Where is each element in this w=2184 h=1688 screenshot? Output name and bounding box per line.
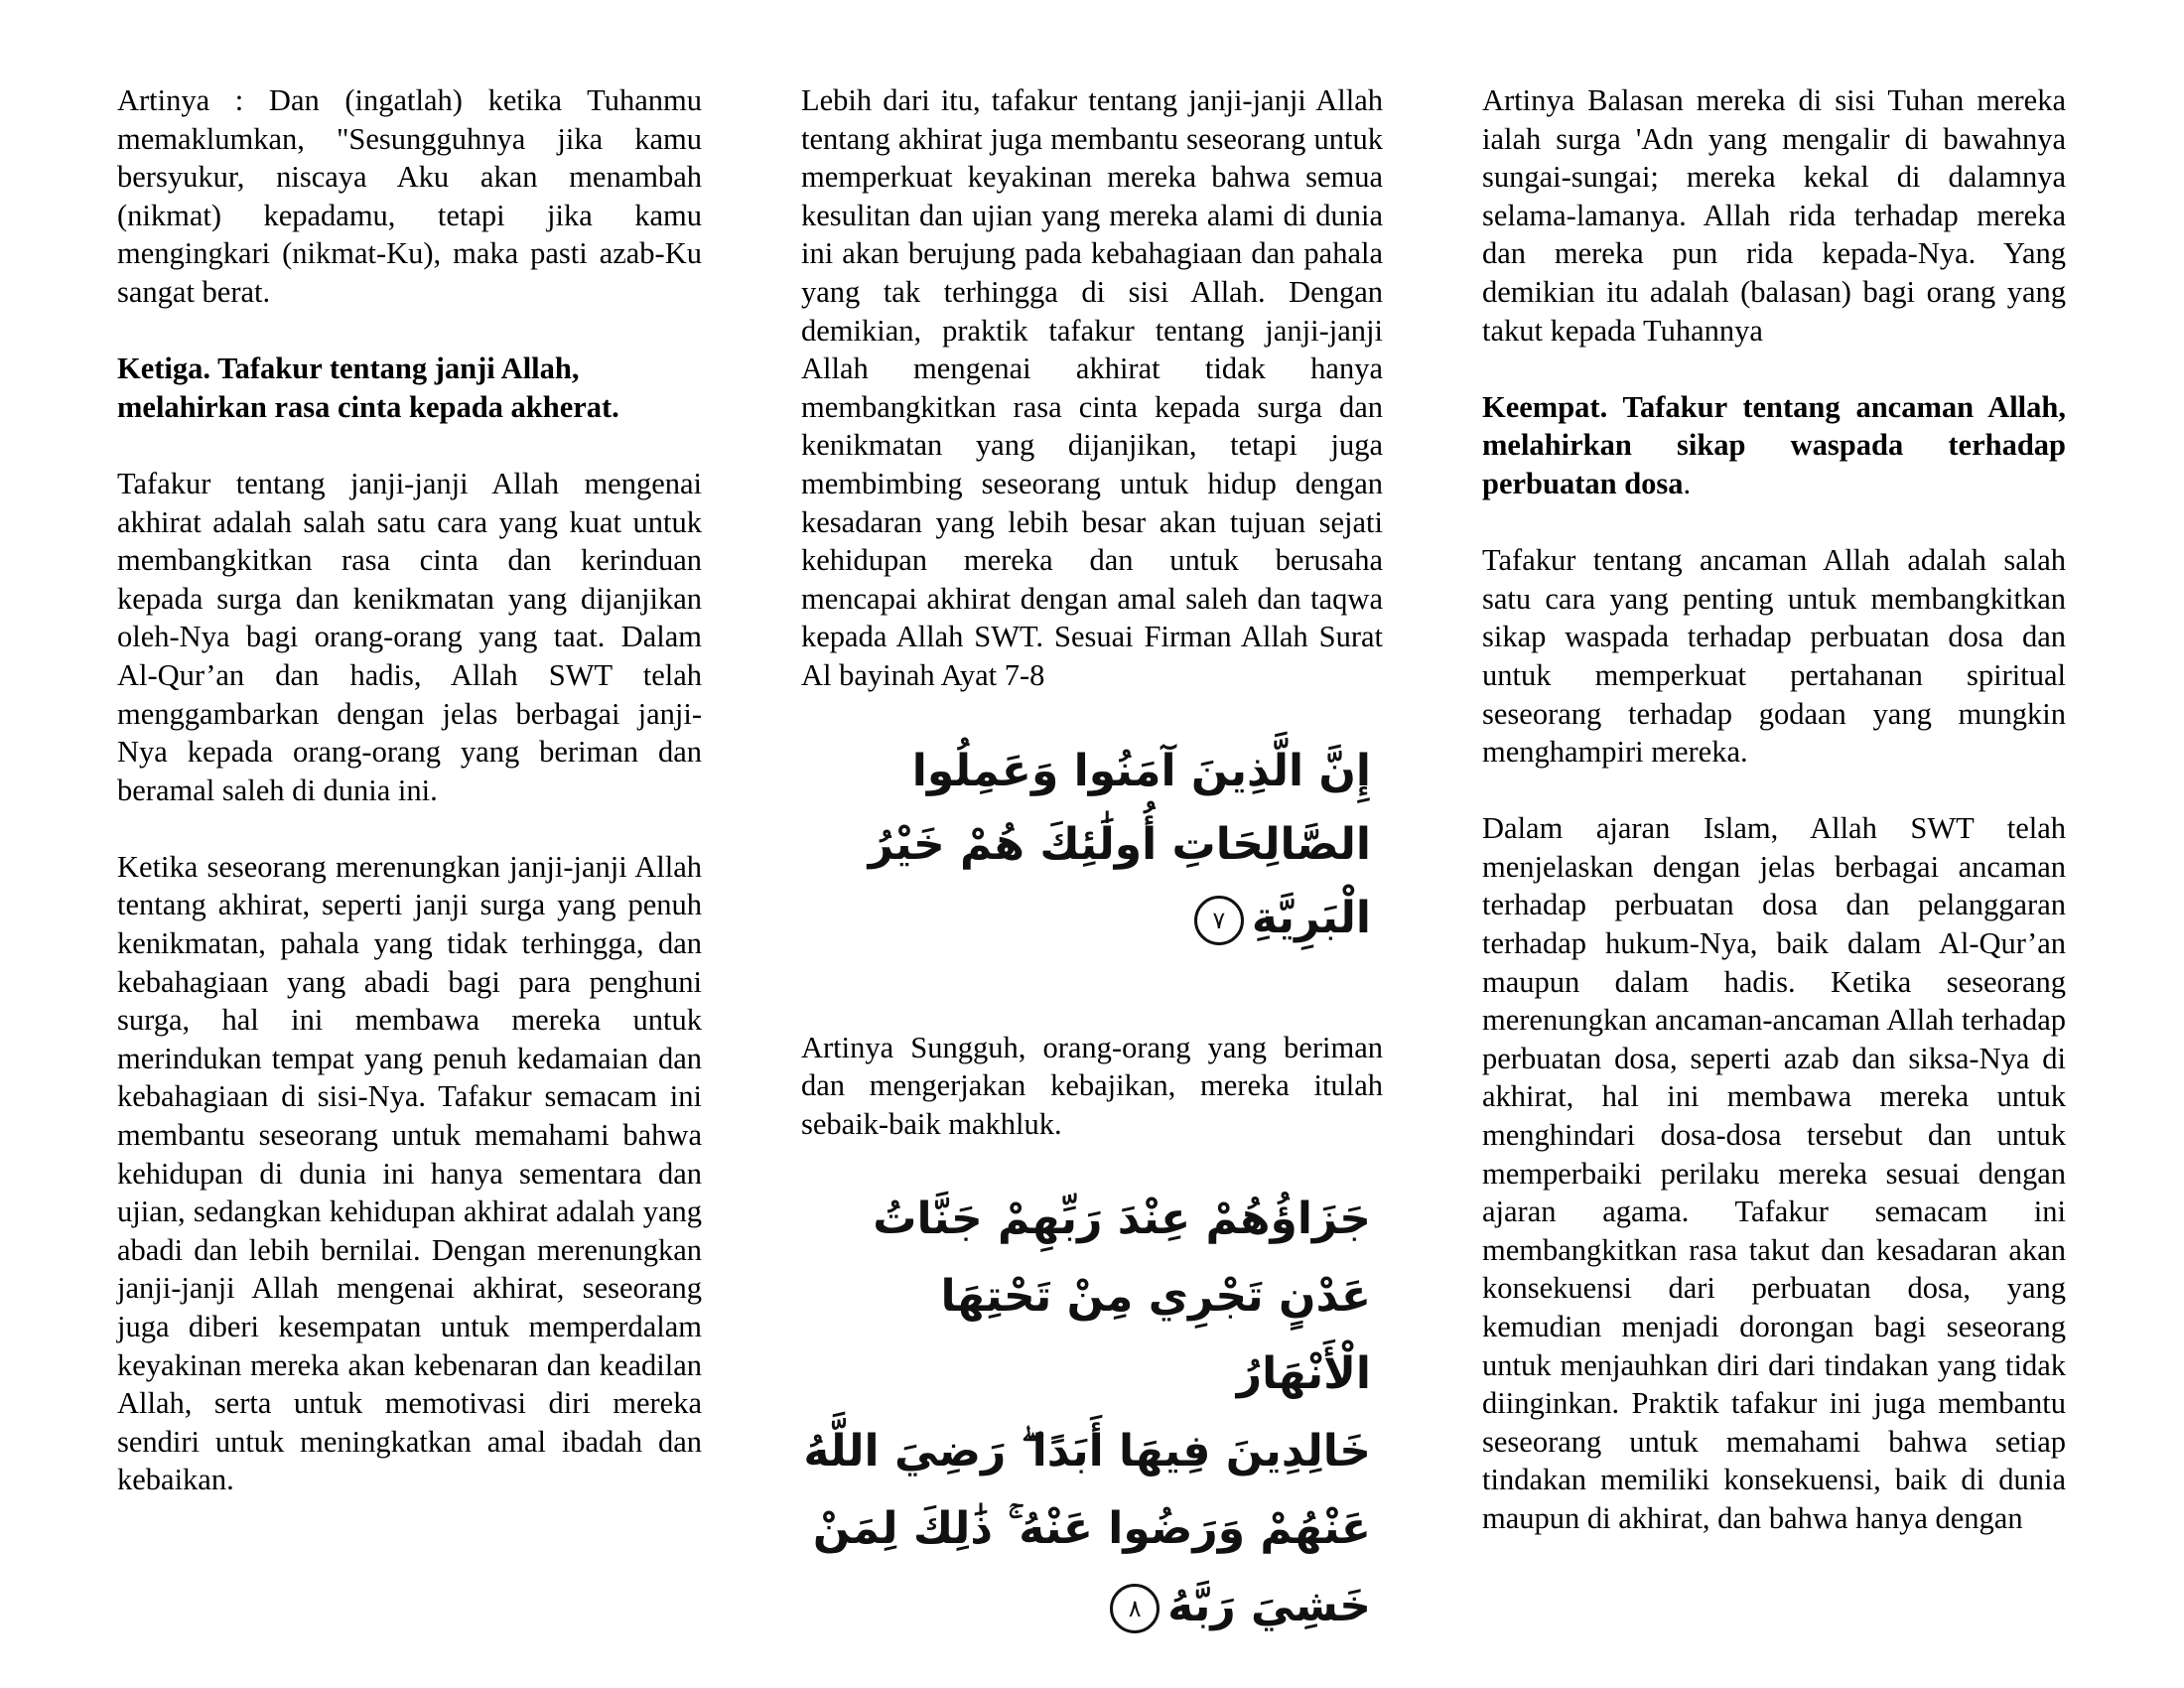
arabic-line: خَالِدِينَ فِيهَا أَبَدًا ۖ رَضِيَ اللَّهُ — [803, 1426, 1371, 1477]
quran-verse-8 — [801, 1181, 1383, 1645]
body-paragraph: Dalam ajaran Islam, Allah SWT telah menjelaskan dengan jelas berbagai ancaman terhadap perbuatan dosa dan pelanggaran terhadap hukum-Nya, baik dalam Al-Qur’an maupun dalam hadis. Ketika seseorang merenungkan ancaman-ancaman Allah terhadap perbuatan dosa, seperti azab dan siksa-Nya di akhirat, hal ini membawa mereka untuk menghindari dosa-dosa tersebut dan untuk memperbaiki perilaku mereka sesuai dengan ajaran agama. Tafakur semacam ini membangkitkan rasa takut dan kesadaran akan konsekuensi dari perbuatan dosa, yang kemudian menjadi dorongan bagi seseorang untuk menjauhkan diri dari tindakan yang tidak diinginkan. Praktik tafakur ini juga membantu seseorang untuk memahami bahwa setiap tindakan memiliki konsekuensi, baik di dunia maupun di akhirat, dan bahwa hanya dengan — [1482, 811, 2066, 1535]
arabic-line-text: الْبَرِيَّةِ — [1251, 892, 1371, 943]
column-3 — [1482, 81, 2066, 1538]
heading-line: melahirkan rasa cinta kepada akherat. — [117, 389, 619, 424]
arabic-line-text: خَشِيَ رَبَّهُ — [1167, 1581, 1371, 1632]
arabic-line: عَنْهُمْ وَرَضُوا عَنْهُ ۚ ذَٰلِكَ لِمَنْ — [812, 1503, 1371, 1555]
arabic-line: الصَّالِحَاتِ أُولَٰئِكَ هُمْ خَيْرُ — [868, 818, 1371, 870]
arabic-line — [801, 1568, 1371, 1645]
ayah-number-marker-icon: ٧ — [1194, 896, 1244, 945]
body-paragraph: Tafakur tentang janji-janji Allah mengenai akhirat adalah salah satu cara yang kuat untuk membangkitkan rasa cinta dan kerinduan kepada surga dan kenikmatan yang dijanjikan oleh-Nya bagi orang-orang yang taat. Dalam Al-Qur’an dan hadis, Allah SWT telah menggambarkan dengan jelas berbagai janji-Nya kepada orang-orang yang beriman dan beramal saleh di dunia ini. — [117, 466, 702, 807]
body-paragraph: Ketika seseorang merenungkan janji-janji Allah tentang akhirat, seperti janji surga yang penuh kenikmatan, pahala yang tidak terhingga, dan kebahagiaan yang abadi bagi para penghuni surga, hal ini membawa mereka untuk merindukan tempat yang penuh kedamaian dan kebahagiaan di sisi-Nya. Tafakur semacam ini membantu seseorang untuk memahami bahwa kehidupan di dunia ini hanya sementara dan ujian, sedangkan kehidupan akhirat adalah yang abadi dan lebih bernilai. Dengan merenungkan janji-janji Allah mengenai akhirat, seseorang juga diberi kesempatan untuk memperdalam keyakinan mereka akan kebenaran dan keadilan Allah, serta untuk memotivasi diri mereka sendiri untuk meningkatkan amal ibadah dan kebaikan. — [117, 849, 702, 1497]
heading-line: Ketiga. Tafakur tentang janji Allah, — [117, 352, 580, 386]
quran-verse-7 — [801, 735, 1383, 955]
body-paragraph: Lebih dari itu, tafakur tentang janji-janji Allah tentang akhirat juga membantu seseorang untuk memperkuat keyakinan mereka bahwa semua kesulitan dan ujian yang mereka alami di dunia ini akan berujung pada kebahagiaan dan pahala yang tak terhingga di sisi Allah. Dengan demikian, praktik tafakur tentang janji-janji Allah mengenai akhirat tidak hanya membangkitkan rasa cinta kepada surga dan kenikmatan yang dijanjikan, tetapi juga membimbing seseorang untuk hidup dengan kesadaran yang lebih besar akan tujuan sejati kehidupan mereka dan untuk berusaha mencapai akhirat dengan amal saleh dan taqwa kepada Allah SWT. Sesuai Firman Allah Surat Al bayinah Ayat 7-8 — [801, 83, 1383, 692]
column-1 — [117, 81, 702, 1499]
translation-paragraph: Artinya Sungguh, orang-orang yang beriman dan mengerjakan kebajikan, mereka itulah sebaik-baik makhluk. — [801, 1030, 1383, 1141]
heading-text: Keempat. Tafakur tentang ancaman Allah, melahirkan sikap waspada terhadap perbuatan dosa — [1482, 389, 2066, 500]
ayah-number-marker-icon: ٨ — [1110, 1584, 1160, 1633]
translation-paragraph: Artinya : Dan (ingatlah) ketika Tuhanmu memaklumkan, "Sesungguhnya jika kamu bersyukur, niscaya Aku akan menambah (nikmat) kepadamu, tetapi jika kamu mengingkari (nikmat-Ku), maka pasti azab-Ku sangat berat. — [117, 83, 702, 309]
arabic-line: جَزَاؤُهُمْ عِنْدَ رَبِّهِمْ جَنَّاتُ — [873, 1194, 1371, 1245]
arabic-line — [801, 882, 1371, 955]
column-2 — [801, 81, 1383, 1645]
body-paragraph: Tafakur tentang ancaman Allah adalah salah satu cara yang penting untuk membangkitkan sikap waspada terhadap perbuatan dosa dan untuk memperkuat pertahanan spiritual seseorang terhadap godaan yang mungkin menghampiri mereka. — [1482, 543, 2066, 770]
section-heading-keempat — [1482, 388, 2066, 503]
arabic-line: عَدْنٍ تَجْرِي مِنْ تَحْتِهَا الْأَنْهَارُ — [940, 1271, 1371, 1400]
arabic-line: إِنَّ الَّذِينَ آمَنُوا وَعَمِلُوا — [911, 745, 1371, 796]
section-heading-ketiga — [117, 350, 702, 426]
translation-paragraph: Artinya Balasan mereka di sisi Tuhan mereka ialah surga 'Adn yang mengalir di bawahnya sungai-sungai; mereka kekal di dalamnya selama-lamanya. Allah rida terhadap mereka dan mereka pun rida kepada-Nya. Yang demikian itu adalah (balasan) bagi orang yang takut kepada Tuhannya — [1482, 83, 2066, 348]
heading-period: . — [1683, 466, 1692, 500]
